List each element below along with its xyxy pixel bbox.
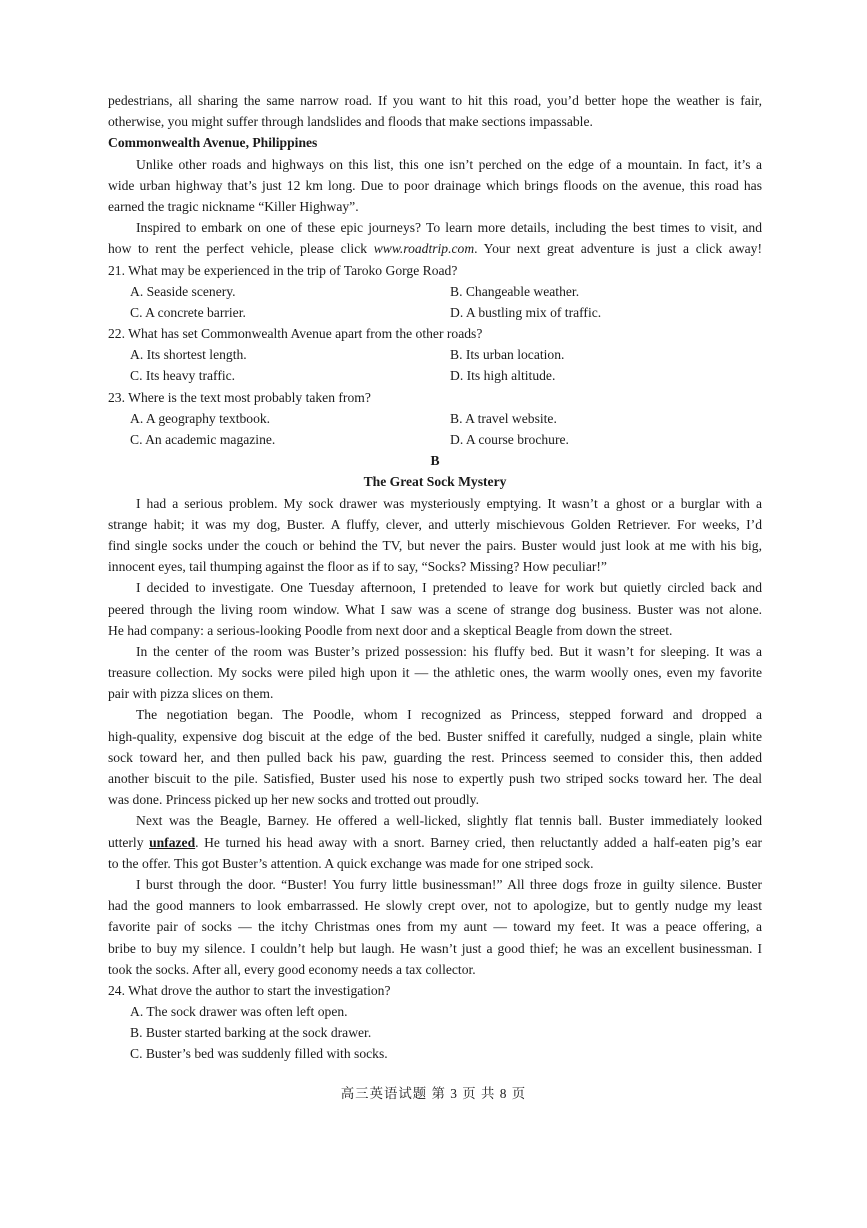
paragraph-line: took the socks. After all, every good economy needs a tax collector. bbox=[108, 961, 476, 977]
option-c: C. A concrete barrier. bbox=[130, 304, 246, 320]
website-link[interactable]: www.roadtrip.com bbox=[373, 241, 475, 257]
option-row bbox=[108, 408, 762, 429]
paragraph-line: He had company: a serious-looking Poodle from next door and a skeptical Beagle from down the street. bbox=[108, 622, 673, 638]
intro-line: pedestrians, all sharing the same narrow road. If you want to hit this road, you’d better hope the weather is fair, bbox=[108, 93, 762, 108]
paragraph-line: Unlike other roads and highways on this list, this one isn’t perched on the edge of a mountain. In fact, it’s a bbox=[136, 156, 762, 172]
paragraph-line: Next was the Beagle, Barney. He offered a well-licked, slightly flat tennis ball. Buster immediately looked bbox=[136, 813, 762, 829]
option-row bbox=[108, 302, 762, 323]
paragraph-line bbox=[108, 832, 762, 853]
text-span: how to rent the perfect vehicle, please click bbox=[108, 241, 374, 257]
paragraph-line: peered through the living room window. What I saw was a scene of strange dog business. Buster was not alone. bbox=[108, 601, 762, 617]
option-d: D. A course brochure. bbox=[450, 432, 569, 447]
paragraph-line: Inspired to embark on one of these epic journeys? To learn more details, including the best times to visit, and bbox=[136, 220, 762, 236]
underlined-word: unfazed bbox=[149, 834, 196, 850]
option-b: B. A travel website. bbox=[450, 410, 557, 426]
paragraph-line: another biscuit to the pile. Satisfied, Buster used his nose to expertly push two striped socks toward her. The deal bbox=[108, 771, 762, 786]
option-b: B. Changeable weather. bbox=[450, 283, 580, 299]
option-b: B. Buster started barking at the sock drawer. bbox=[130, 1025, 372, 1041]
paragraph-line: The negotiation began. The Poodle, whom I recognized as Princess, stepped forward and dropped a bbox=[136, 707, 762, 723]
text-span: . He turned his head away with a snort. Barney cried, then reluctantly added a half-eaten pig’s ear bbox=[195, 834, 762, 850]
paragraph-line: treasure collection. My socks were piled high upon it — the athletic ones, the warm woolly ones, even my favorite bbox=[108, 665, 762, 681]
option-c: C. Buster’s bed was suddenly filled with socks. bbox=[130, 1046, 388, 1062]
option-d: D. A bustling mix of traffic. bbox=[450, 304, 602, 320]
text-span: . Your next great adventure is just a click away! bbox=[474, 241, 762, 257]
option-a: A. Its shortest length. bbox=[130, 347, 247, 363]
paragraph-line: I decided to investigate. One Tuesday afternoon, I pretended to leave for work but quietly circled back and bbox=[136, 580, 762, 596]
paragraph-line: had the good manners to look embarrassed. He slowly crept over, not to apologize, but to gently nudge my least bbox=[108, 898, 762, 914]
paragraph-line: bribe to buy my silence. I couldn’t help but laugh. He wasn’t just a good thief; he was an excellent businessman. I bbox=[108, 940, 762, 956]
paragraph-line: I burst through the door. “Buster! You furry little businessman!” All three dogs froze in guilty silence. Buster bbox=[136, 876, 762, 892]
option-row bbox=[108, 429, 762, 450]
paragraph-line: pair with pizza slices on them. bbox=[108, 686, 274, 702]
paragraph-line: find single socks under the couch or behind the TV, but never the pairs. Buster would just look at me with his big, bbox=[108, 537, 762, 553]
question-stem: 22. What has set Commonwealth Avenue apart from the other roads? bbox=[108, 326, 483, 342]
paragraph-line: In the center of the room was Buster’s prized possession: his fluffy bed. But it wasn’t for sleeping. It was a bbox=[136, 643, 762, 659]
option-row bbox=[108, 365, 762, 386]
passage-title: The Great Sock Mystery bbox=[363, 474, 507, 490]
paragraph-line: to the offer. This got Buster’s attention. A quick exchange was made for one striped sock. bbox=[108, 855, 594, 871]
paragraph-line bbox=[108, 238, 762, 259]
paragraph-line: favorite pair of socks — the itchy Christmas ones from my aunt — toward my feet. It was a peace offering, a bbox=[108, 919, 762, 935]
section-heading: Commonwealth Avenue, Philippines bbox=[108, 135, 318, 151]
question-stem: 21. What may be experienced in the trip of Taroko Gorge Road? bbox=[108, 262, 458, 278]
paragraph-line: wide urban highway that’s just 12 km long. Due to poor drainage which brings floods on the avenue, this road has bbox=[108, 177, 762, 193]
option-c: C. An academic magazine. bbox=[130, 432, 276, 447]
question-stem: 23. Where is the text most probably taken from? bbox=[108, 389, 371, 405]
option-b: B. Its urban location. bbox=[450, 347, 565, 363]
text-span: utterly bbox=[108, 834, 150, 850]
option-a: A. A geography textbook. bbox=[130, 410, 271, 426]
intro-line: otherwise, you might suffer through landslides and floods that make sections impassable. bbox=[108, 114, 593, 130]
option-a: A. The sock drawer was often left open. bbox=[130, 1004, 348, 1020]
paragraph-line: innocent eyes, tail thumping against the floor as if to say, “Socks? Missing? How peculiar!” bbox=[108, 559, 607, 575]
option-d: D. Its high altitude. bbox=[450, 368, 556, 384]
paragraph-line: was done. Princess picked up her new socks and trotted out proudly. bbox=[108, 792, 479, 808]
paragraph-line: earned the tragic nickname “Killer Highway”. bbox=[108, 198, 359, 214]
option-a: A. Seaside scenery. bbox=[130, 283, 236, 299]
option-row bbox=[108, 344, 762, 365]
option-c: C. Its heavy traffic. bbox=[130, 368, 236, 384]
paragraph-line: I had a serious problem. My sock drawer was mysteriously emptying. It wasn’t a ghost or a burglar with a bbox=[136, 495, 762, 511]
page-footer: 高三英语试题 第 3 页 共 8 页 bbox=[340, 1086, 527, 1101]
section-label: B bbox=[430, 453, 440, 469]
option-row bbox=[108, 281, 762, 302]
page-content bbox=[108, 90, 762, 1065]
paragraph-line: strange habit; it was my dog, Buster. A fluffy, clever, and utterly mischievous Golden Retriever. For weeks, I’d bbox=[108, 516, 762, 532]
question-stem: 24. What drove the author to start the investigation? bbox=[108, 982, 391, 998]
paragraph-line: high-quality, expensive dog biscuit at the edge of the bed. Buster sniffed it carefully, nudged a single, plain white bbox=[108, 728, 762, 744]
paragraph-line: sock toward her, and then pulled back his paw, guarding the rest. Princess seemed to consider this, then added bbox=[108, 749, 762, 765]
